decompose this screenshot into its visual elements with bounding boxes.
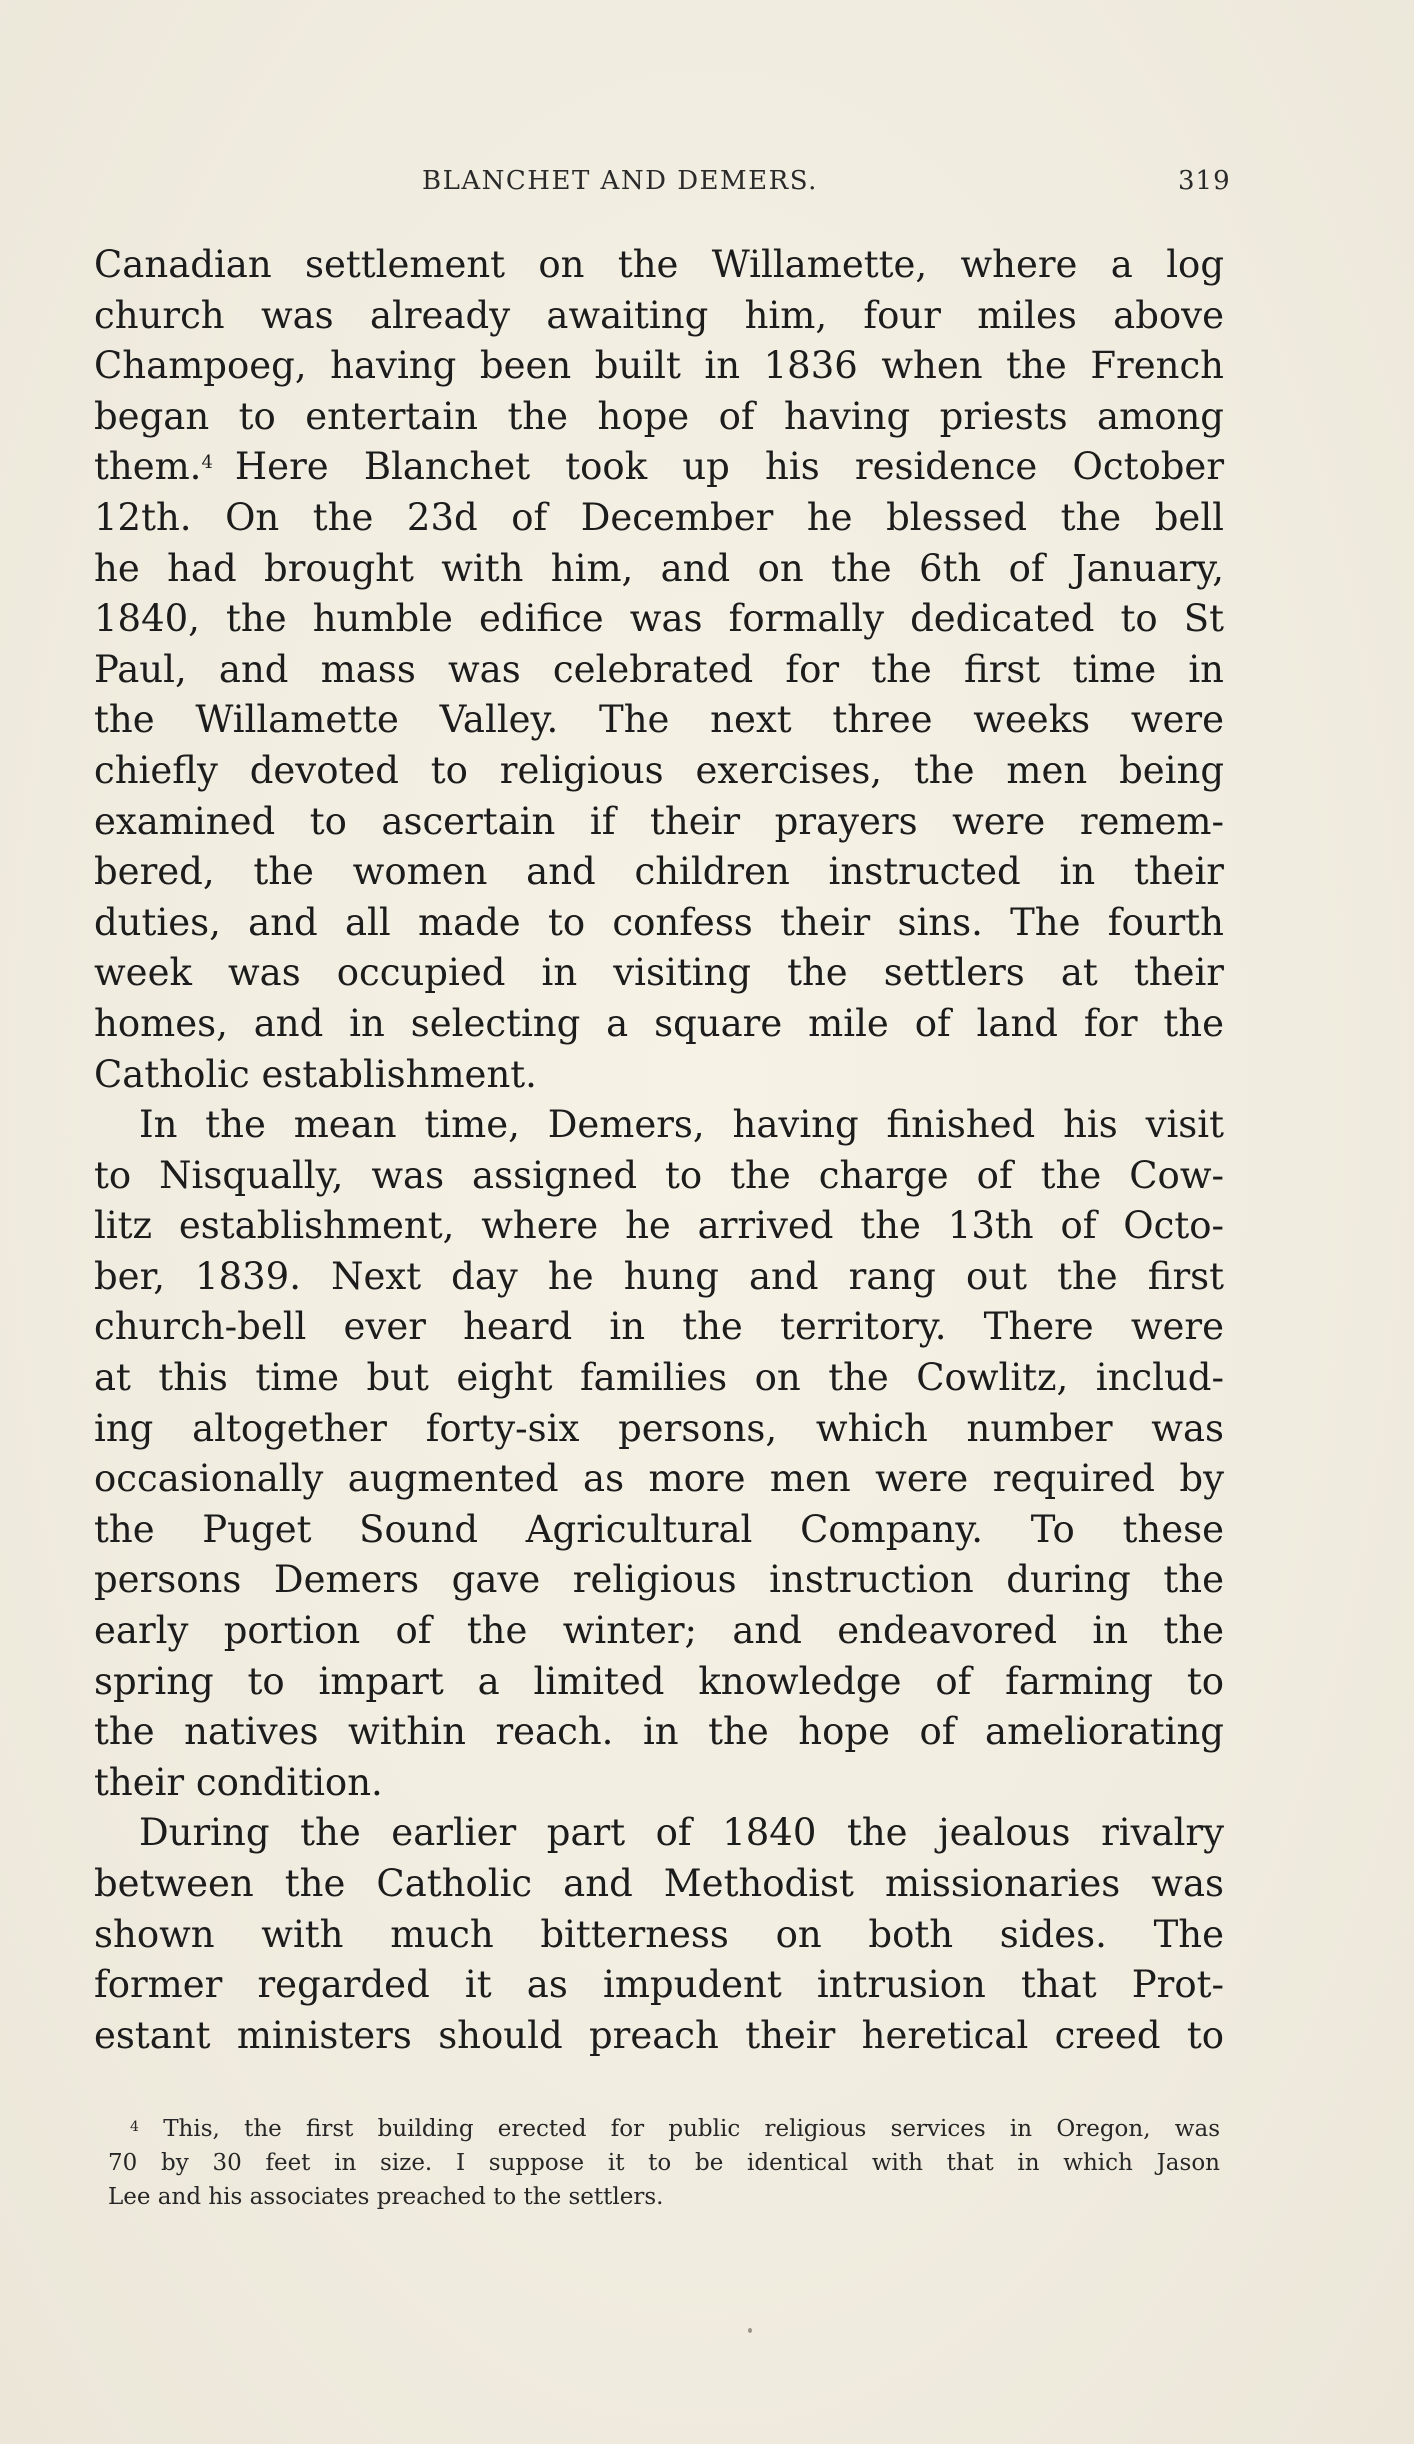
footnote-line: Lee and his associates preached to the settlers.	[108, 2184, 664, 2210]
footnote-line: 70 by 30 feet in size. I suppose it to be identical with that in which Jason	[108, 2150, 1220, 2176]
line-segment: Here Blanchet took up his residence October	[234, 445, 1224, 489]
text-line: Paul, and mass was celebrated for the first time in	[94, 647, 1224, 691]
text-line: former regarded it as impudent intrusion that Prot-	[94, 1963, 1224, 2007]
text-line: chiefly devoted to religious exercises, the men being	[94, 748, 1224, 792]
text-line: their condition.	[94, 1760, 383, 1804]
text-line: estant ministers should preach their heretical creed to	[94, 2013, 1224, 2057]
page-number: 319	[1178, 166, 1231, 196]
text-line	[94, 442, 1224, 493]
text-line: the Puget Sound Agricultural Company. To these	[94, 1507, 1224, 1551]
footnote	[108, 2112, 1220, 2214]
body-text	[94, 240, 1224, 2061]
text-line: occasionally augmented as more men were required by	[94, 1457, 1224, 1501]
footnote-reference: 4	[201, 452, 213, 474]
text-line: ing altogether forty-six persons, which number was	[94, 1406, 1224, 1450]
text-line: he had brought with him, and on the 6th of January,	[94, 546, 1224, 590]
text-line: During the earlier part of 1840 the jealous rivalry	[139, 1811, 1224, 1855]
text-line: duties, and all made to confess their sins. The fourth	[94, 900, 1224, 944]
text-line: 12th. On the 23d of December he blessed the bell	[94, 495, 1224, 539]
text-line: week was occupied in visiting the settlers at their	[94, 951, 1224, 995]
text-line: ber, 1839. Next day he hung and rang out the first	[94, 1254, 1224, 1298]
text-line: church-bell ever heard in the territory. There were	[94, 1305, 1224, 1349]
text-line: shown with much bitterness on both sides. The	[94, 1912, 1224, 1956]
text-line: between the Catholic and Methodist missionaries was	[94, 1862, 1224, 1905]
running-head	[0, 166, 1414, 206]
text-line: to Nisqually, was assigned to the charge of the Cow-	[94, 1153, 1224, 1197]
line-segment: them.	[94, 445, 202, 489]
text-line: early portion of the winter; and endeavored in the	[94, 1609, 1224, 1653]
text-line: the Willamette Valley. The next three weeks were	[94, 698, 1224, 742]
footnote-line	[108, 2112, 1220, 2146]
text-line: homes, and in selecting a square mile of land for the	[94, 1001, 1224, 1045]
running-title: BLANCHET AND DEMERS.	[422, 166, 818, 196]
paper-speck	[748, 2328, 752, 2333]
text-line: litz establishment, where he arrived the 13th of Octo-	[94, 1204, 1224, 1248]
text-line: spring to impart a limited knowledge of farming to	[94, 1659, 1224, 1703]
text-line: bered, the women and children instructed in their	[94, 850, 1224, 894]
text-line: 1840, the humble edifice was formally dedicated to St	[94, 597, 1224, 641]
text-line: at this time but eight families on the Cowlitz, includ-	[94, 1356, 1224, 1400]
text-line: Catholic establishment.	[94, 1052, 537, 1096]
text-line: In the mean time, Demers, having finished his visit	[139, 1103, 1224, 1147]
footnote-marker: 4	[130, 2119, 139, 2135]
text-line: began to entertain the hope of having priests among	[94, 394, 1224, 438]
footnote-line-text: This, the first building erected for public religious services in Oregon, was	[163, 2116, 1220, 2142]
text-line: examined to ascertain if their prayers were remem-	[94, 799, 1224, 843]
text-line: the natives within reach. in the hope of ameliorating	[94, 1710, 1224, 1754]
text-line: church was already awaiting him, four miles above	[94, 293, 1224, 337]
text-line: Champoeg, having been built in 1836 when the French	[94, 344, 1224, 388]
text-line: Canadian settlement on the Willamette, where a log	[94, 243, 1224, 286]
text-line: persons Demers gave religious instruction during the	[94, 1558, 1224, 1602]
